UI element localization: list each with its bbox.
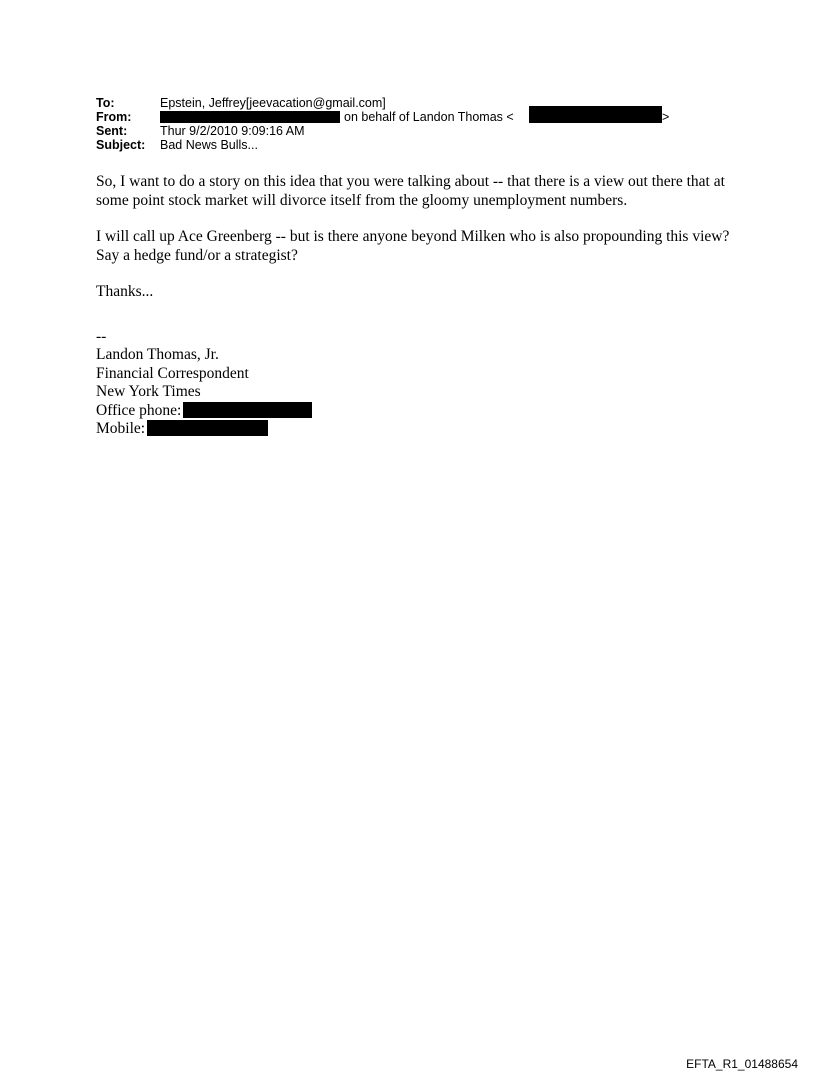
sent-label: Sent: xyxy=(96,124,128,138)
signature-office-row xyxy=(96,402,736,421)
from-email-redaction xyxy=(529,106,662,123)
office-phone-redaction xyxy=(183,402,312,418)
mobile-label: Mobile: xyxy=(96,420,146,437)
body-closing: Thanks... xyxy=(96,283,154,300)
body-paragraph-1: So, I want to do a story on this idea that you were talking about -- that there is a view out there that at some point stock market will divorce itself from the gloomy unemployment numbers. xyxy=(96,173,725,209)
body-paragraph-2: I will call up Ace Greenberg -- but is there anyone beyond Milken who is also propounding this view? Say a hedge fund/or a strategist? xyxy=(96,228,730,264)
mobile-redaction xyxy=(147,420,268,436)
sent-value: Thur 9/2/2010 9:09:16 AM xyxy=(160,124,305,138)
email-body xyxy=(96,173,736,439)
from-row xyxy=(96,110,716,124)
to-value: Epstein, Jeffrey[jeevacation@gmail.com] xyxy=(160,96,386,110)
sent-row xyxy=(96,124,716,138)
to-label: To: xyxy=(96,96,115,110)
from-label: From: xyxy=(96,110,132,124)
signature-title: Financial Correspondent xyxy=(96,364,249,382)
signature-block xyxy=(96,328,736,439)
from-close-bracket: > xyxy=(662,110,670,124)
signature-separator: -- xyxy=(96,327,107,345)
from-on-behalf: on behalf of Landon Thomas < xyxy=(344,110,514,124)
from-address-redaction xyxy=(160,111,340,123)
office-phone-label: Office phone: xyxy=(96,401,182,419)
document-id: EFTA_R1_01488654 xyxy=(686,1057,798,1071)
subject-label: Subject: xyxy=(96,138,146,152)
subject-row xyxy=(96,138,716,152)
subject-value: Bad News Bulls... xyxy=(160,138,258,152)
signature-organization: New York Times xyxy=(96,383,201,400)
signature-mobile-row xyxy=(96,420,736,439)
email-header xyxy=(96,96,716,152)
signature-name: Landon Thomas, Jr. xyxy=(96,346,219,363)
